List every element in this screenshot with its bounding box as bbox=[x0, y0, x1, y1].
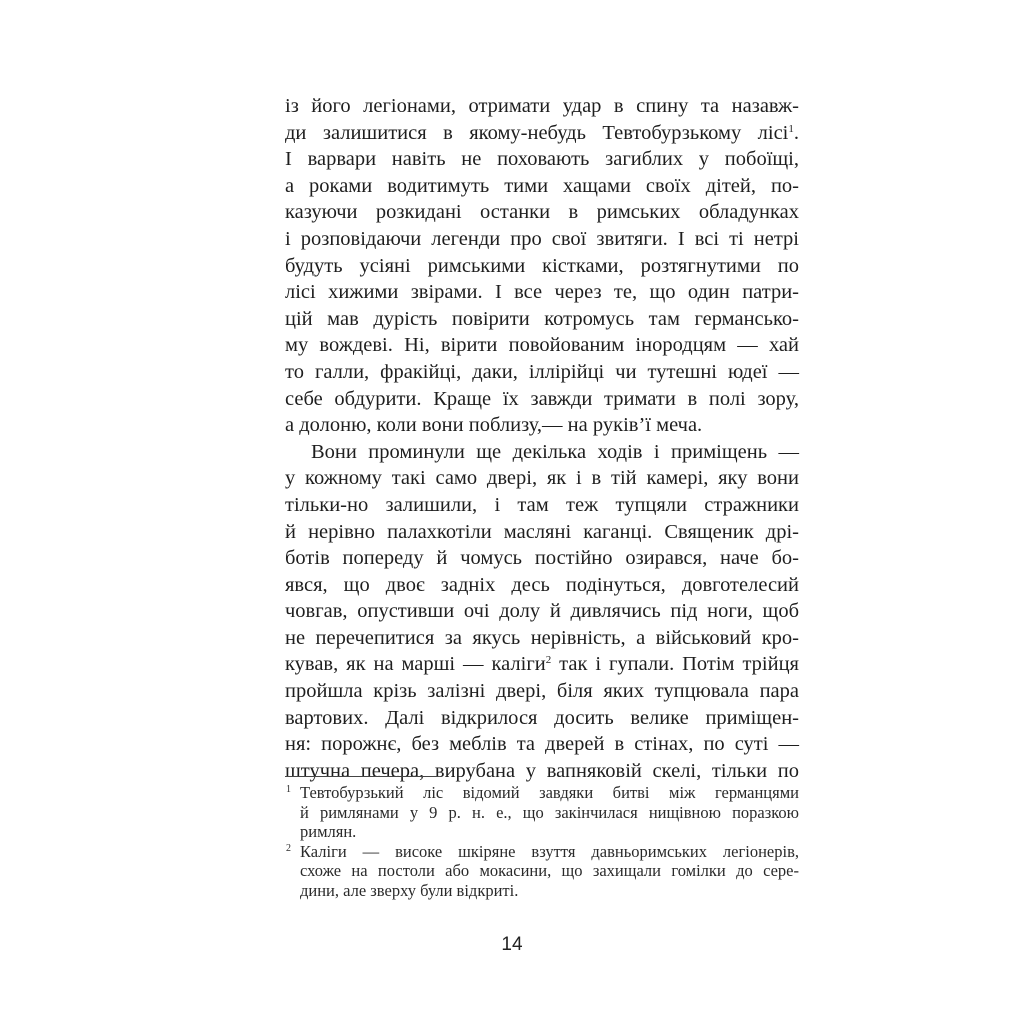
footnote-line: й римлянами у 9 р. н. е., що закінчилася нищівною поразкою bbox=[300, 802, 799, 822]
text-fragment: . bbox=[793, 121, 799, 144]
text-line: не перечепитися за якусь нерівність, а військовий кро- bbox=[285, 626, 799, 649]
footnote-line: Каліги — високе шкіряне взуття давньоримських легіонерів, bbox=[300, 841, 799, 861]
text-line bbox=[285, 120, 799, 147]
text-line: пройшла крізь залізні двері, біля яких тупцювала пара bbox=[285, 680, 799, 703]
footnote-ref-1[interactable]: 1 bbox=[788, 122, 794, 135]
footnote-number: 1 bbox=[286, 784, 291, 795]
footnote-2 bbox=[285, 842, 799, 901]
text-line: у кожному такі само двері, як і в тій камері, яку вони bbox=[285, 467, 799, 490]
text-line: із його легіонами, отримати удар в спину та назавж- bbox=[285, 95, 799, 117]
text-line bbox=[285, 651, 799, 678]
text-line: тільки-но залишили, і там теж тупцяли стражники bbox=[285, 493, 799, 516]
text-fragment: ди залишитися в якому-небудь Тевтобурзькому лісі bbox=[285, 121, 789, 144]
text-line: вартових. Далі відкрилося досить велике приміщен- bbox=[285, 706, 799, 729]
text-line: будуть усіяні римськими кістками, розтягнутими по bbox=[285, 254, 799, 277]
text-line: лісі хижими звірами. І все через те, що один патри- bbox=[285, 281, 799, 304]
footnote-1 bbox=[285, 783, 799, 842]
text-line: і розповідаючи легенди про свої звитяги. І всі ті нетрі bbox=[285, 227, 799, 250]
text-line: а долоню, коли вони поблизу,— на руків’ї меча. bbox=[285, 414, 703, 437]
text-line: човгав, опустивши очі долу й дивлячись під ноги, щоб bbox=[285, 600, 799, 623]
footnote-line: дини, але зверху були відкриті. bbox=[300, 880, 519, 900]
text-line: му вождеві. Ні, вірити повойованим інородцям — хай bbox=[285, 334, 799, 357]
paragraph-start-line: Вони проминули ще декілька ходів і приміщень — bbox=[311, 440, 799, 463]
footnote-line: римлян. bbox=[300, 822, 357, 842]
text-line: штучна печера, вирубана у вапняковій скелі, тільки по bbox=[285, 759, 799, 782]
text-line: І варвари навіть не поховають загиблих у побоїщі, bbox=[285, 148, 799, 171]
text-line: ня: порожнє, без меблів та дверей в стінах, по суті — bbox=[285, 733, 799, 756]
body-text bbox=[285, 93, 799, 784]
text-fragment: так і гупали. Потім трійця bbox=[551, 653, 799, 676]
footnote-line: схоже на постоли або мокасини, що захищали гомілки до сере- bbox=[300, 861, 799, 881]
text-line: а роками водитимуть тими хащами своїх дітей, по- bbox=[285, 174, 799, 197]
text-line: то галли, фракійці, даки, іллірійці чи тутешні юдеї — bbox=[285, 360, 799, 383]
text-line: цій мав дурість повірити котромусь там германсько- bbox=[285, 307, 799, 330]
footnote-separator bbox=[285, 776, 438, 777]
footnote-line: Тевтобурзький ліс відомий завдяки битві між германцями bbox=[300, 783, 799, 802]
text-fragment: кував, як на марші — каліги bbox=[285, 653, 546, 676]
text-line: казуючи розкидані останки в римських обладунках bbox=[285, 201, 799, 224]
page-number: 14 bbox=[501, 934, 523, 955]
text-line: й нерівно палахкотіли масляні каганці. Священик дрі- bbox=[285, 520, 799, 543]
text-line: явся, що двоє задніх десь подінуться, довготелесий bbox=[285, 573, 799, 596]
footnote-number: 2 bbox=[286, 842, 291, 854]
text-line: ботів попереду й чомусь постійно озирався, наче бо- bbox=[285, 547, 799, 570]
footnotes bbox=[285, 783, 799, 901]
footnote-ref-2[interactable]: 2 bbox=[545, 654, 552, 667]
text-line: себе обдурити. Краще їх завжди тримати в полі зору, bbox=[285, 387, 799, 410]
